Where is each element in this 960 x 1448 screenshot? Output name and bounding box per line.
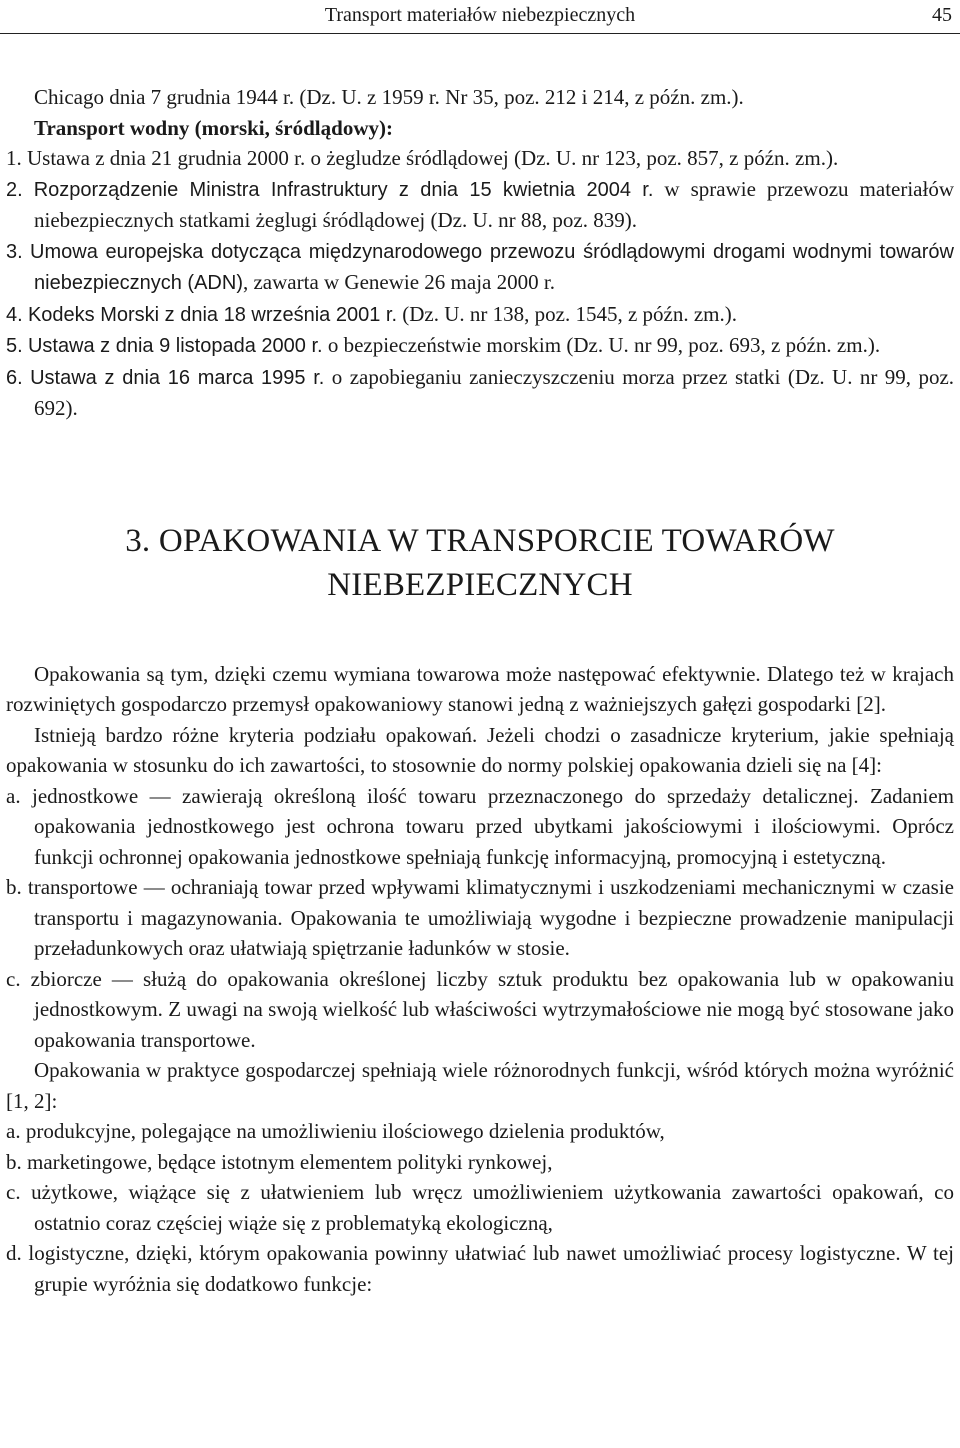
reference-item-5 — [6, 330, 954, 362]
packaging-function-item: d. logistyczne, dzięki, którym opakowania powinny ułatwiać lub nawet umożliwiać procesy logistyczne. W tej grupie wyróżnia się dodatkowo funkcje: — [6, 1241, 954, 1296]
reference-item-3 — [6, 236, 954, 299]
body-paragraph-3: Opakowania w praktyce gospodarczej spełniają wiele różnorodnych funkcji, wśród których można wyróżnić [1, 2]: — [6, 1058, 954, 1113]
reference-item-3-rest: , zawarta w Genewie 26 maja 2000 r. — [242, 270, 555, 294]
reference-item-4-title: Kodeks Morski z dnia 18 września 2001 r. — [27, 303, 398, 326]
running-title: Transport materiałów niebezpiecznych — [324, 4, 636, 26]
reference-item-3-number: 3. — [6, 240, 23, 263]
reference-item-1: 1. Ustawa z dnia 21 grudnia 2000 r. o żegludze śródlądowej (Dz. U. nr 123, poz. 857, z późn. zm.). — [6, 146, 839, 170]
chapter-heading-line-2: NIEBEZPIECZNYCH — [327, 566, 633, 603]
reference-item-2-number: 2. — [6, 178, 23, 201]
reference-item-2-title: Rozporządzenie Ministra Infrastruktury z dnia 15 kwietnia 2004 r. — [33, 178, 654, 201]
packaging-function-item: c. użytkowe, wiążące się z ułatwieniem lub wręcz umożliwieniem użytkowania zawartości opakowań, co ostatnio coraz częściej wiąże się z problematyką ekologiczną, — [6, 1180, 954, 1235]
running-header — [0, 0, 960, 34]
reference-item-4-rest: (Dz. U. nr 138, poz. 1545, z późn. zm.). — [402, 301, 738, 326]
reference-item-5-number: 5. — [6, 335, 23, 357]
packaging-function-item: b. marketingowe, będące istotnym elementem polityki rynkowej, — [6, 1149, 553, 1174]
water-transport-heading: Transport wodny (morski, śródlądowy): — [34, 115, 393, 140]
reference-chicago: Chicago dnia 7 grudnia 1944 r. (Dz. U. z 1959 r. Nr 35, poz. 212 i 214, z późn. zm.). — [34, 85, 744, 109]
reference-item-6-title: Ustawa z dnia 16 marca 1995 r. — [30, 366, 325, 389]
packaging-function-item: a. produkcyjne, polegające na umożliwieniu ilościowego dzielenia produktów, — [6, 1119, 665, 1143]
packaging-type-item: b. transportowe — ochraniają towar przed wpływami klimatycznymi i uszkodzeniami mechanicznymi w czasie transportu i magazynowania. Opakowania te umożliwiają wygodne i bezpieczne prowadzenie manipulacji przeładunkowych oraz ułatwiają spiętrzanie ładunków w stosie. — [6, 875, 954, 960]
legal-references — [6, 82, 954, 424]
body-paragraph-1: Opakowania są tym, dzięki czemu wymiana towarowa może następować efektywnie. Dlatego też w krajach rozwiniętych gospodarczo przemysł opakowaniowy stanowi jedną z ważniejszych gałęzi gospodarki [2]. — [6, 661, 954, 716]
page-content — [6, 82, 954, 1299]
packaging-type-item: a. jednostkowe — zawierają określoną ilość towaru przeznaczonego do sprzedaży detalicznej. Zadaniem opakowania jednostkowego jest ochrona towaru przed ubytkami jakościowymi i ilościowymi. Oprócz funkcji ochronnej opakowania jednostkowe spełniają funkcję informacyjną, promocyjną i estetyczną. — [6, 783, 954, 869]
reference-item-4 — [6, 299, 954, 331]
chapter-heading — [6, 519, 954, 607]
reference-item-6 — [6, 362, 954, 424]
body-paragraph-2: Istnieją bardzo różne kryteria podziału opakowań. Jeżeli chodzi o zasadnicze kryterium, jakie spełniają opakowania w stosunku do ich zawartości, to stosownie do normy polskiej opakowania dzieli się na [4]: — [6, 722, 954, 777]
page-number: 45 — [932, 4, 952, 26]
reference-item-4-number: 4. — [6, 303, 23, 326]
reference-item-3-title: Umowa europejska dotycząca międzynarodowego przewozu śródlądowymi drogami wodnymi towarów niebezpiecznych (ADN) — [30, 240, 954, 294]
reference-item-5-title: Ustawa z dnia 9 listopada 2000 r. — [27, 335, 323, 357]
reference-item-6-rest: o zapobieganiu zanieczyszczeniu morza przez statki (Dz. U. nr 99, poz. 692). — [34, 364, 955, 420]
chapter-heading-line-1: 3. OPAKOWANIA W TRANSPORCIE TOWARÓW — [125, 522, 835, 559]
reference-item-2-rest: w sprawie przewozu materiałów niebezpiecznych statkami żeglugi śródlądowej (Dz. U. nr 88, poz. 839). — [34, 176, 955, 232]
reference-item-6-number: 6. — [6, 366, 23, 389]
reference-item-2 — [6, 174, 954, 236]
packaging-type-item: c. zbiorcze — służą do opakowania określonej liczby sztuk produktu bez opakowania lub w opakowaniu jednostkowym. Z uwagi na swoją wielkość lub właściwości wytrzymałościowe nie mogą być stosowane jako opakowania transportowe. — [6, 966, 954, 1052]
reference-item-5-rest: o bezpieczeństwie morskim (Dz. U. nr 99, poz. 693, z późn. zm.). — [327, 333, 881, 357]
